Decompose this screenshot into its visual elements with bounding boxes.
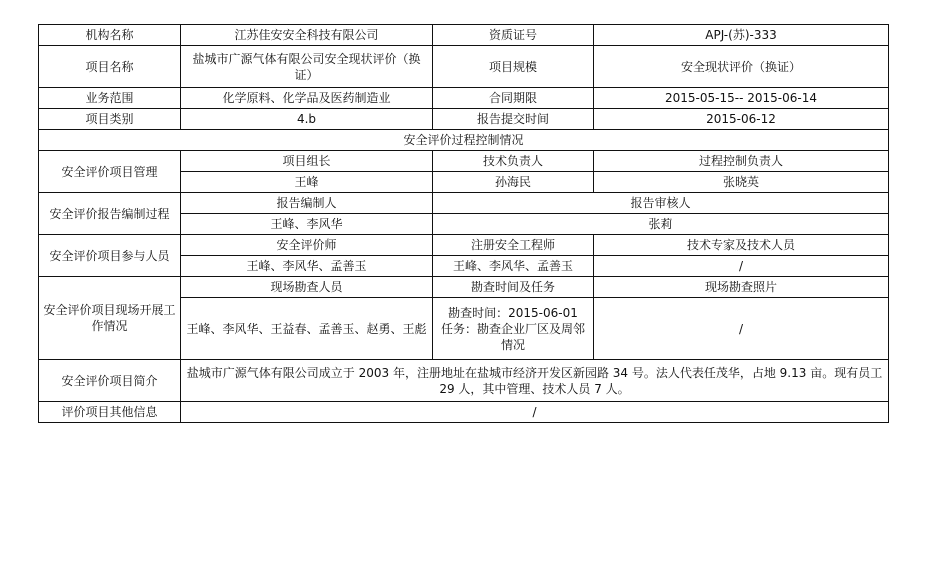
intro-label: 安全评价项目简介 bbox=[39, 360, 181, 402]
participants-header-expert: 技术专家及技术人员 bbox=[594, 235, 889, 256]
project-scale-label: 项目规模 bbox=[433, 46, 594, 88]
compilation-label: 安全评价报告编制过程 bbox=[39, 193, 181, 235]
row-process-title bbox=[39, 130, 889, 151]
participants-value-evaluator: 王峰、李风华、孟善玉 bbox=[181, 256, 433, 277]
row-other bbox=[39, 402, 889, 423]
site-header-photo: 现场勘查照片 bbox=[594, 277, 889, 298]
compilation-value-reviewer: 张莉 bbox=[433, 214, 889, 235]
contract-period-label: 合同期限 bbox=[433, 88, 594, 109]
site-value-staff: 王峰、李风华、王益春、孟善玉、赵勇、王彪 bbox=[181, 298, 433, 360]
participants-value-engineer: 王峰、李风华、孟善玉 bbox=[433, 256, 594, 277]
management-value-tech: 孙海民 bbox=[433, 172, 594, 193]
row-compilation-headers bbox=[39, 193, 889, 214]
participants-header-engineer: 注册安全工程师 bbox=[433, 235, 594, 256]
compilation-header-reviewer: 报告审核人 bbox=[433, 193, 889, 214]
submit-time-value: 2015-06-12 bbox=[594, 109, 889, 130]
participants-value-expert: / bbox=[594, 256, 889, 277]
row-management-headers bbox=[39, 151, 889, 172]
business-scope-label: 业务范围 bbox=[39, 88, 181, 109]
row-project-type bbox=[39, 109, 889, 130]
other-label: 评价项目其他信息 bbox=[39, 402, 181, 423]
project-name-value: 盐城市广源气体有限公司安全现状评价（换证） bbox=[181, 46, 433, 88]
row-site-headers bbox=[39, 277, 889, 298]
submit-time-label: 报告提交时间 bbox=[433, 109, 594, 130]
site-value-photo: / bbox=[594, 298, 889, 360]
business-scope-value: 化学原料、化学品及医药制造业 bbox=[181, 88, 433, 109]
row-intro bbox=[39, 360, 889, 402]
cert-value: APJ-(苏)-333 bbox=[594, 25, 889, 46]
org-label: 机构名称 bbox=[39, 25, 181, 46]
compilation-header-author: 报告编制人 bbox=[181, 193, 433, 214]
project-type-value: 4.b bbox=[181, 109, 433, 130]
site-header-staff: 现场勘查人员 bbox=[181, 277, 433, 298]
management-header-tech: 技术负责人 bbox=[433, 151, 594, 172]
intro-value: 盐城市广源气体有限公司成立于 2003 年，注册地址在盐城市经济开发区新园路 34 号。法人代表任茂华，占地 9.13 亩。现有员工 29 人，其中管理、技术人员 7 人。 bbox=[181, 360, 889, 402]
row-project-name bbox=[39, 46, 889, 88]
other-value: / bbox=[181, 402, 889, 423]
project-name-label: 项目名称 bbox=[39, 46, 181, 88]
participants-label: 安全评价项目参与人员 bbox=[39, 235, 181, 277]
site-work-label: 安全评价项目现场开展工作情况 bbox=[39, 277, 181, 360]
participants-header-evaluator: 安全评价师 bbox=[181, 235, 433, 256]
org-value: 江苏佳安安全科技有限公司 bbox=[181, 25, 433, 46]
compilation-value-author: 王峰、李风华 bbox=[181, 214, 433, 235]
management-label: 安全评价项目管理 bbox=[39, 151, 181, 193]
site-task-line: 任务：勘查企业厂区及周邻情况 bbox=[440, 321, 585, 352]
site-time-line: 勘查时间：2015-06-01 bbox=[448, 305, 578, 320]
management-header-leader: 项目组长 bbox=[181, 151, 433, 172]
cert-label: 资质证号 bbox=[433, 25, 594, 46]
site-header-time-task: 勘查时间及任务 bbox=[433, 277, 594, 298]
management-value-leader: 王峰 bbox=[181, 172, 433, 193]
site-value-time-task bbox=[433, 298, 594, 360]
row-org bbox=[39, 25, 889, 46]
management-header-process: 过程控制负责人 bbox=[594, 151, 889, 172]
project-type-label: 项目类别 bbox=[39, 109, 181, 130]
management-value-process: 张晓英 bbox=[594, 172, 889, 193]
safety-evaluation-info-table bbox=[38, 24, 889, 423]
row-participants-headers bbox=[39, 235, 889, 256]
process-section-title: 安全评价过程控制情况 bbox=[39, 130, 889, 151]
project-scale-value: 安全现状评价（换证） bbox=[594, 46, 889, 88]
row-business-scope bbox=[39, 88, 889, 109]
contract-period-value: 2015-05-15-- 2015-06-14 bbox=[594, 88, 889, 109]
